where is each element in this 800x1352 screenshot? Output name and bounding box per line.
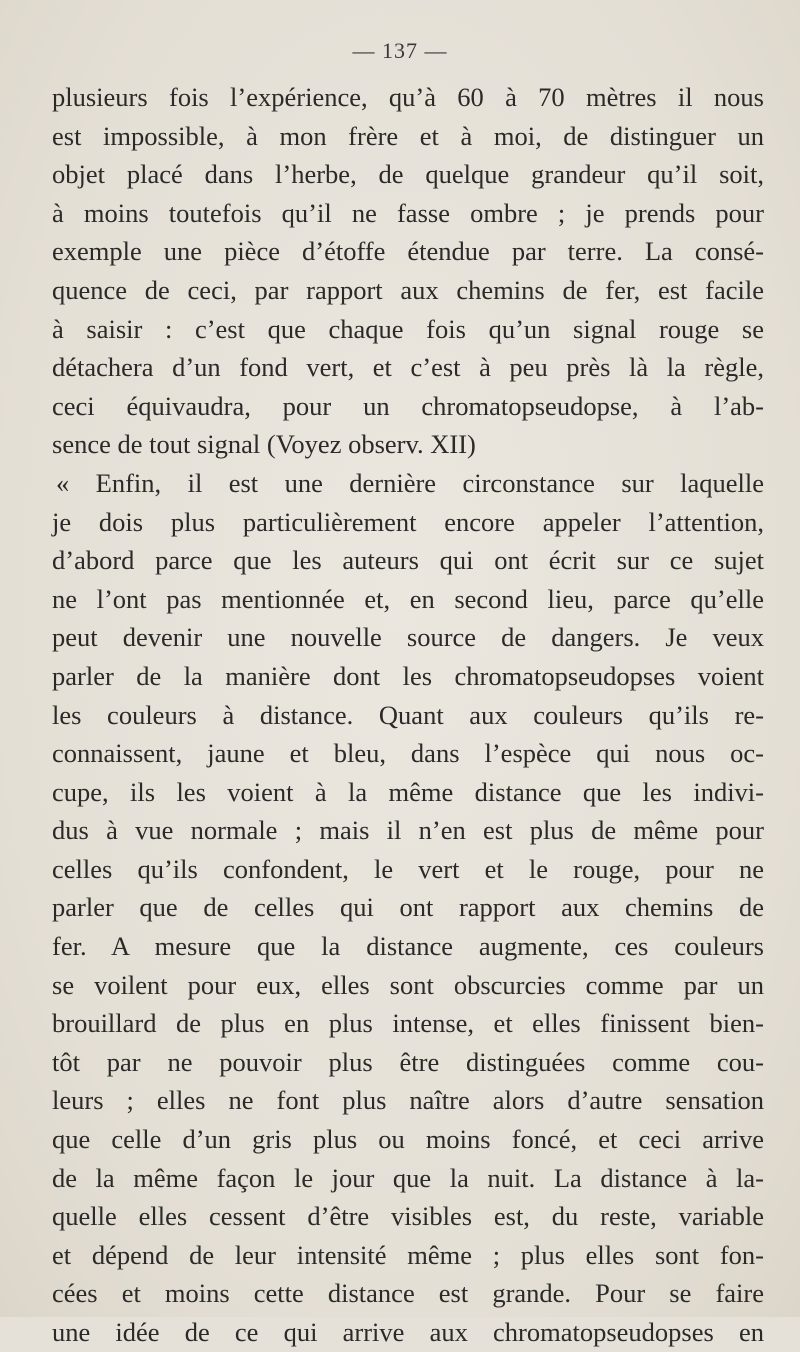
- text-line: une idée de ce qui arrive aux chromatopseudopses en: [52, 1317, 764, 1347]
- text-line: et dépend de leur intensité même ; plus elles sont fon-: [52, 1239, 764, 1270]
- text-line: ceci équivaudra, pour un chromatopseudopse, à l’ab-: [52, 390, 764, 421]
- text-line: parler que de celles qui ont rapport aux chemins de: [52, 892, 764, 923]
- text-line: quelle elles cessent d’être visibles est, du reste, variable: [52, 1201, 764, 1232]
- text-line: peut devenir une nouvelle source de dangers. Je veux: [52, 622, 764, 653]
- text-line: « Enfin, il est une dernière circonstance sur laquelle: [56, 467, 764, 498]
- text-line: fer. A mesure que la distance augmente, ces couleurs: [52, 931, 764, 962]
- text-line: est impossible, à mon frère et à moi, de distinguer un: [52, 120, 764, 151]
- text-line: connaissent, jaune et bleu, dans l’espèce qui nous oc-: [52, 738, 764, 769]
- text-line: détachera d’un fond vert, et c’est à peu près là la règle,: [52, 352, 764, 383]
- text-line: dus à vue normale ; mais il n’en est plus de même pour: [52, 815, 764, 846]
- text-line: quence de ceci, par rapport aux chemins de fer, est facile: [52, 274, 764, 305]
- text-line: plusieurs fois l’expérience, qu’à 60 à 70 mètres il nous: [52, 82, 764, 112]
- text-line: leurs ; elles ne font plus naître alors d’autre sensation: [52, 1085, 764, 1116]
- text-line: les couleurs à distance. Quant aux couleurs qu’ils re-: [52, 699, 764, 730]
- text-line: je dois plus particulièrement encore appeler l’attention,: [52, 506, 764, 537]
- text-line: cées et moins cette distance est grande. Pour se faire: [52, 1278, 764, 1309]
- text-line: sence de tout signal (Voyez observ. XII): [52, 429, 476, 460]
- text-line: tôt par ne pouvoir plus être distinguées comme cou-: [52, 1046, 764, 1077]
- text-line: ne l’ont pas mentionnée et, en second lieu, parce qu’elle: [52, 583, 764, 614]
- text-line: objet placé dans l’herbe, de quelque grandeur qu’il soit,: [52, 159, 764, 190]
- text-line: exemple une pièce d’étoffe étendue par terre. La consé-: [52, 236, 764, 267]
- text-line: d’abord parce que les auteurs qui ont écrit sur ce sujet: [52, 545, 764, 576]
- text-line: à moins toutefois qu’il ne fasse ombre ; je prends pour: [52, 197, 764, 228]
- text-line: se voilent pour eux, elles sont obscurcies comme par un: [52, 969, 764, 1000]
- body-text: [52, 78, 764, 1352]
- text-line: brouillard de plus en plus intense, et elles finissent bien-: [52, 1008, 764, 1039]
- page-number: — 137 —: [352, 38, 448, 63]
- text-line: à saisir : c’est que chaque fois qu’un signal rouge se: [52, 313, 764, 344]
- text-line: parler de la manière dont les chromatopseudopses voient: [52, 660, 764, 691]
- text-line: cupe, ils les voient à la même distance que les indivi-: [52, 776, 764, 807]
- text-line: celles qu’ils confondent, le vert et le rouge, pour ne: [52, 853, 764, 884]
- text-line: que celle d’un gris plus ou moins foncé, et ceci arrive: [52, 1124, 764, 1155]
- text-line: de la même façon le jour que la nuit. La distance à la-: [52, 1162, 764, 1193]
